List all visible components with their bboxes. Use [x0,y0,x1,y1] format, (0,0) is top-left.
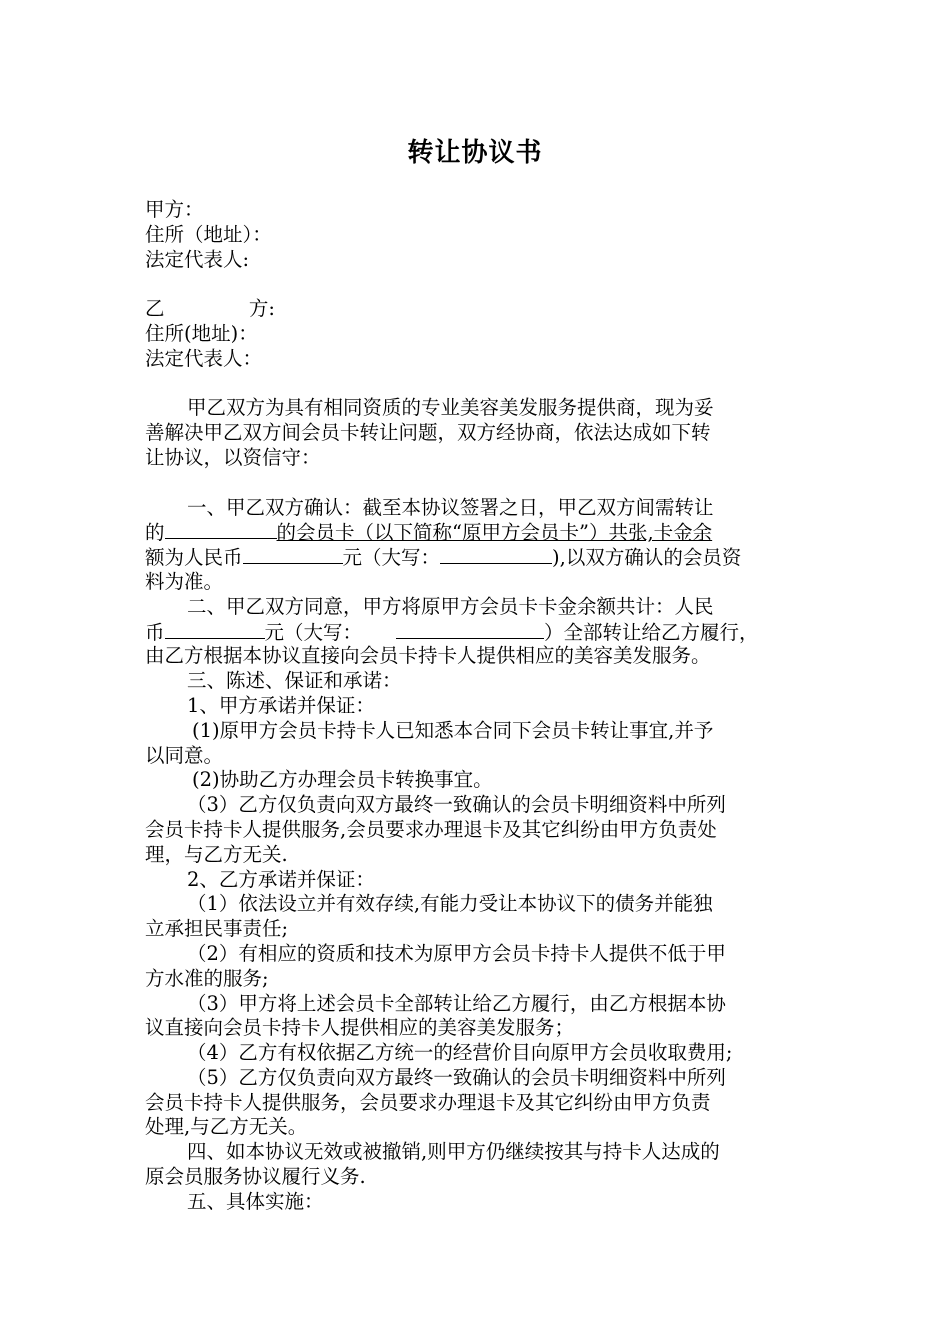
blank-field [243,545,343,564]
clause3-a1-line: (1)原甲方会员卡持卡人已知悉本合同下会员卡转让事宜,并予 [192,718,714,742]
clause3-a1-line: 以同意。 [145,743,224,767]
blank-field [440,545,552,564]
clause1-line [145,520,813,545]
clause3-b3-line: （3）甲方将上述会员卡全部转让给乙方履行，由乙方根据本协 [187,991,726,1015]
clause5-heading: 五、具体实施： [187,1189,324,1213]
clause3-b4-line: （4）乙方有权依据乙方统一的经营价目向原甲方会员收取费用; [187,1041,733,1065]
clause3-b-heading: 2、乙方承诺并保证： [187,867,375,891]
party-b-address: 住所(地址)： [145,321,258,345]
party-a-label: 甲方： [145,198,204,221]
clause3-b5-line: 处理,与乙方无关。 [145,1115,308,1139]
clause3-b1-line: （1）依法设立并有效存续,有能力受让本协议下的债务并能独 [187,892,713,916]
clause3-a2-line: (2)协助乙方办理会员卡转换事宜。 [192,768,493,792]
clause3-a3-line: 理，与乙方无关. [145,842,288,866]
clause1-text: 的 [145,521,165,545]
clause4-line: 原会员服务协议履行义务. [145,1165,366,1189]
blank-field [396,620,544,639]
clause3-b3-line: 议直接向会员卡持卡人提供相应的美容美发服务； [145,1016,575,1040]
clause3-a3-line: 会员卡持卡人提供服务,会员要求办理退卡及其它纠纷由甲方负责处 [145,817,717,841]
clause1-text: ),以双方确认的会员资 [552,546,742,570]
intro-line: 善解决甲乙双方间会员卡转让问题，双方经协商，依法达成如下转 [145,421,711,445]
party-b-rep: 法定代表人： [145,346,263,370]
clause2-line: 二、甲乙双方同意，甲方将原甲方会员卡卡金余额共计：人民 [187,594,714,618]
party-b-label-left: 乙 [145,297,165,321]
clause1-text: 元（大写： [342,546,441,570]
clause3-a-heading: 1、甲方承诺并保证： [187,693,375,717]
intro-line: 甲乙双方为具有相同资质的专业美容美发服务提供商，现为妥 [187,396,714,420]
clause3-heading: 三、陈述、保证和承诺： [187,669,402,693]
clause3-b1-line: 立承担民事责任; [145,917,289,941]
clause2-text: ）全部转让给乙方履行， [544,620,759,644]
party-a-rep: 法定代表人: [145,247,250,271]
clause3-b2-line: （2）有相应的资质和技术为原甲方会员卡持卡人提供不低于甲 [187,941,726,965]
intro-line: 让协议，以资信守： [145,445,321,469]
blank-field [165,520,277,539]
blank-field [165,620,265,639]
clause3-b2-line: 方水准的服务; [145,966,269,990]
clause2-line: 由乙方根据本协议直接向会员卡持卡人提供相应的美容美发服务。 [145,644,711,668]
party-a-address: 住所（地址）： [145,222,272,246]
clause3-b5-line: 会员卡持卡人提供服务，会员要求办理退卡及其它纠纷由甲方负责 [145,1090,711,1114]
clause4-line: 四、如本协议无效或被撤销,则甲方仍继续按其与持卡人达成的 [187,1140,720,1164]
clause2-line [145,620,813,645]
document-body [145,198,813,1215]
page-title: 转让协议书 [407,138,543,168]
clause1-text: 额为人民币 [145,546,243,570]
clause2-text: 币 [145,620,165,644]
clause1-line: 料为准。 [145,569,224,593]
clause1-text: 的会员卡（以下简称“原甲方会员卡”）共张,卡金余 [276,521,713,545]
clause1-line: 一、甲乙双方确认：截至本协议签署之日，甲乙双方间需转让 [187,495,714,519]
clause2-text: 元（大写： [264,620,363,644]
clause1-line [145,545,813,570]
clause3-b5-line: （5）乙方仅负责向双方最终一致确认的会员卡明细资料中所列 [187,1065,726,1089]
party-b-label [145,297,813,322]
clause3-a3-line: （3）乙方仅负责向双方最终一致确认的会员卡明细资料中所列 [187,793,726,817]
party-b-label-right: 方: [248,297,275,321]
